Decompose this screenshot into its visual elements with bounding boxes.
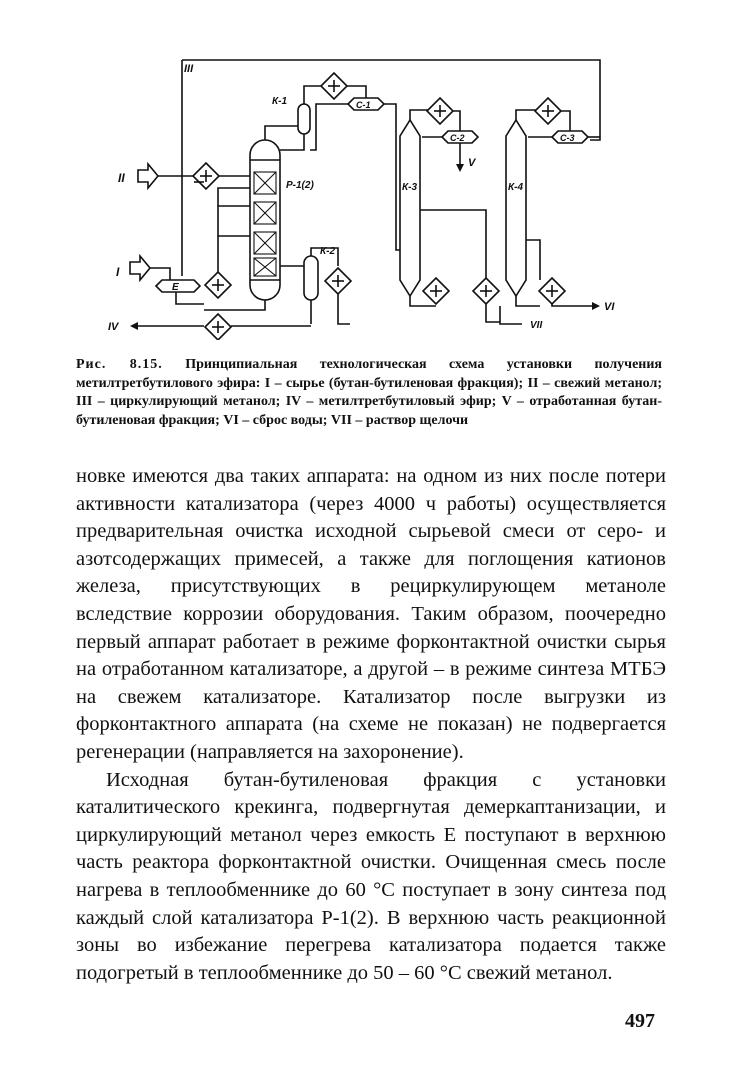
line-C1-to-K3 <box>384 104 400 250</box>
stream-label-III: III <box>184 63 194 75</box>
stream-label-II: II <box>118 171 125 185</box>
line-VII-link <box>486 304 500 322</box>
line-VII <box>500 306 522 324</box>
heat-exchanger-1 <box>193 163 219 189</box>
reactor-R1 <box>250 140 280 300</box>
stream-label-V: V <box>468 157 476 169</box>
column-K3 <box>400 120 420 296</box>
line-E-out <box>176 292 204 304</box>
line-K4-side <box>526 240 540 280</box>
condenser-K1 <box>321 73 347 99</box>
stream-label-IV: IV <box>108 321 119 333</box>
line-K3-K4-link <box>420 210 486 280</box>
recycle-line-III <box>182 60 600 276</box>
line-K1-bottom <box>280 134 304 150</box>
figure-caption-label: Рис. 8.15. <box>76 357 163 372</box>
figure-caption <box>76 356 662 430</box>
column-K2-label: К-2 <box>320 246 336 257</box>
line-to-C2 <box>453 111 460 131</box>
stream-label-VI: VI <box>604 301 615 313</box>
line-K4-bottom <box>516 296 540 306</box>
separator-C2-label: С-2 <box>450 133 465 143</box>
line-feed-split <box>218 206 250 236</box>
line-VI <box>552 304 592 306</box>
stream-I-arrow <box>130 256 150 280</box>
condenser-K3 <box>427 98 453 124</box>
column-K4-label: К-4 <box>508 182 524 193</box>
line-K1-top <box>304 86 322 104</box>
heat-exchanger-2 <box>205 272 231 298</box>
column-K4 <box>506 120 526 296</box>
paragraph-2: Исходная бутан-бутиленовая фракция с установки каталитического крекинга, подвергнутая демеркаптанизации, и циркулирующий метанол через емкость Е поступают в верхнюю часть реактора форконтактной очистки. Очищенная смесь после нагрева в теплообменнике до 60 °С поступает в зону синтеза под каждый слой катализатора Р-1(2). В верхнюю часть реакционной зоны во избежание перегрева катализатора подается также подогретый в теплообменнике до 50 – 60 °С свежий метанол. <box>76 768 666 984</box>
line-reactor-bottom <box>204 300 265 310</box>
stream-label-VII: VII <box>530 320 543 331</box>
line-to-C3 <box>561 111 570 131</box>
line-K4-top <box>516 110 536 120</box>
vessel-E-label: Е <box>172 282 179 293</box>
heat-exchanger-K2 <box>325 268 351 294</box>
heat-exchanger-IV <box>205 314 231 340</box>
stream-II-arrow <box>138 164 158 188</box>
line-hx-K2-out <box>338 294 350 324</box>
line-hx2-up <box>218 236 250 272</box>
arrow-VI <box>592 302 600 310</box>
heat-exchanger-K4-mid <box>473 278 499 304</box>
column-K1-label: К-1 <box>272 96 288 107</box>
column-K2 <box>304 256 318 300</box>
line-to-C1 <box>347 86 366 98</box>
arrow-IV <box>130 322 138 330</box>
column-K1 <box>298 104 310 134</box>
heat-exchanger-K3-bottom <box>423 278 449 304</box>
line-C1-reflux <box>310 104 348 150</box>
stream-label-I: I <box>116 265 120 279</box>
separator-C1-label: С-1 <box>356 100 371 110</box>
line-feed-top <box>218 188 250 206</box>
column-K3-label: К-3 <box>402 182 418 193</box>
heat-exchanger-K4-bottom <box>539 278 565 304</box>
figure-caption-text: Принципиальная технологическая схема установки получения метилтретбутилового эфира: I – сырье (бутан-бутиленовая фракция); II – свежий метанол; III – циркулирующий метанол; IV – метилтретбутиловый эфир; V – отработанная бутан-бутиленовая фракция; VI – сброс воды; VII – раствор щелочи <box>76 357 662 428</box>
process-flow-diagram <box>100 40 640 340</box>
arrow-V <box>456 164 464 172</box>
paragraph-1: новке имеются два таких аппарата: на одном из них после потери активности катализатора (через 4000 ч работы) осуществляется предварительная очистка исходной сырьевой смеси от серо- и азотсодержащих примесей, а также для поглощения катионов железа, присутствующих в рециркулирующем метаноле вследствие коррозии оборудования. Таким образом, поочередно первый аппарат работает в режиме форконтактной очистки сырья на отработанном катализаторе, а другой – в режиме синтеза МТБЭ на свежем катализаторе. Катализатор после выгрузки из форконтактного аппарата (на схеме не показан) не подвергается регенерации (направляется на захоронение). <box>76 465 666 763</box>
line-reactor-top <box>265 126 298 140</box>
condenser-K4 <box>535 98 561 124</box>
body-text <box>76 463 666 987</box>
reactor-label: Р-1(2) <box>286 180 314 191</box>
separator-C3-label: С-3 <box>560 133 575 143</box>
page-number: 497 <box>625 1010 655 1032</box>
